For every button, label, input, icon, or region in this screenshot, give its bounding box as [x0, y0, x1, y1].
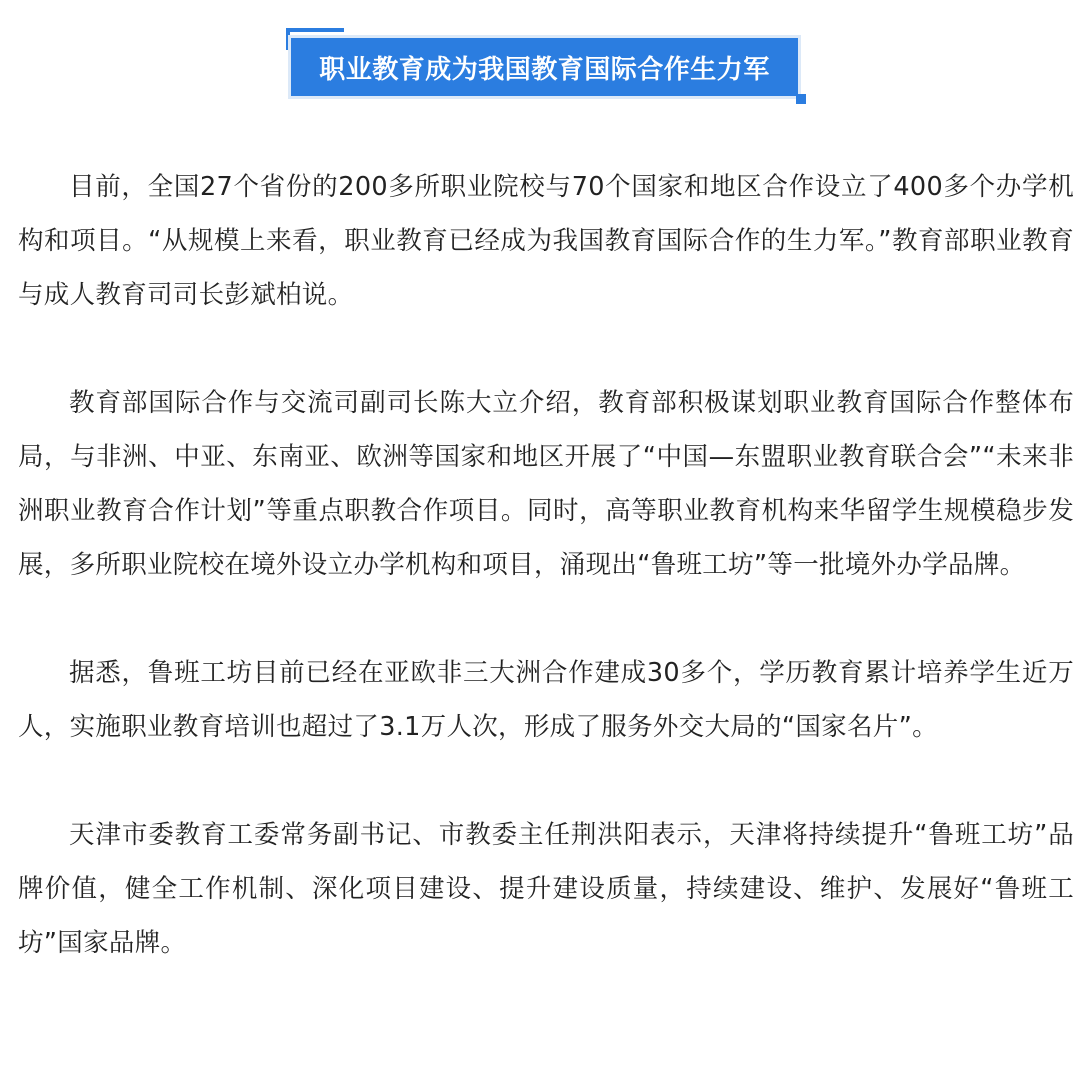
paragraph-2: 教育部国际合作与交流司副司长陈大立介绍，教育部积极谋划职业教育国际合作整体布局，与非洲、中亚、东南亚、欧洲等国家和地区开展了“中国—东盟职业教育联合会”“未来非洲职业教育合作计划”等重点职教合作项目。同时，高等职业教育机构来华留学生规模稳步发展，多所职业院校在境外设立办学机构和项目，涌现出“鲁班工坊”等一批境外办学品牌。: [18, 388, 1074, 580]
article-title: 职业教育成为我国教育国际合作生力军: [319, 54, 770, 85]
paragraph-4: 天津市委教育工委常务副书记、市教委主任荆洪阳表示，天津将持续提升“鲁班工坊”品牌价值，健全工作机制、深化项目建设、提升建设质量，持续建设、维护、发展好“鲁班工坊”国家品牌。: [18, 820, 1074, 958]
title-box: [291, 38, 798, 96]
article-body: [18, 160, 1074, 1024]
paragraph-1: 目前，全国27个省份的200多所职业院校与70个国家和地区合作设立了400多个办学机构和项目。“从规模上来看，职业教育已经成为我国教育国际合作的生力军。”教育部职业教育与成人教育司司长彭斌柏说。: [18, 172, 1074, 310]
title-banner: [286, 28, 806, 104]
title-corner-bottom-right: [796, 94, 806, 104]
title-corner-top-left: [286, 28, 344, 32]
paragraph-3: 据悉，鲁班工坊目前已经在亚欧非三大洲合作建成30多个，学历教育累计培养学生近万人，实施职业教育培训也超过了3.1万人次，形成了服务外交大局的“国家名片”。: [18, 658, 1074, 742]
title-corner-top-left-vertical: [286, 28, 290, 50]
